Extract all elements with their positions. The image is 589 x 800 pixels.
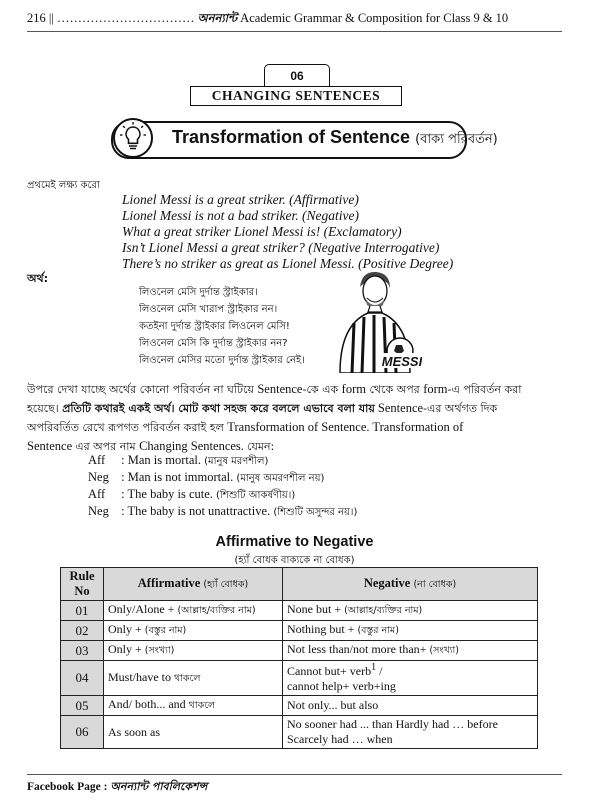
cell-text-bn: (আল্লাহ/ব্যক্তির নাম) xyxy=(344,605,423,616)
paragraph-fragment: -এর অর্থগত দিক xyxy=(423,402,498,415)
intro-label: প্রথমেই লক্ষ্য করো xyxy=(27,180,100,191)
jersey-label: MESSI xyxy=(381,354,422,369)
rule-number: 02 xyxy=(61,621,104,641)
paragraph-fragment: Sentence xyxy=(374,401,424,415)
rule-number: 03 xyxy=(61,641,104,661)
table-row xyxy=(61,621,538,641)
rule-number: 05 xyxy=(61,696,104,716)
example-sentence: Isn’t Lionel Messi a great striker? (Negative Interrogative) xyxy=(122,240,440,255)
paragraph-fragment: থেকে অপর xyxy=(365,383,424,396)
paragraph-fragment: এর অপর নাম xyxy=(75,440,140,453)
paragraph-fragment: -কে এক xyxy=(302,383,342,396)
sample-text: The baby is not unattractive. xyxy=(127,504,271,518)
example-sentence: What a great striker Lionel Messi is! (Exclamatory) xyxy=(122,224,402,239)
cell-text-bn: (বস্তুর নাম) xyxy=(144,625,187,636)
rule-number: 01 xyxy=(61,601,104,621)
paragraph-emphasis: প্রতিটি কথারই একই অর্থ। মোট কথা সহজ করে বললে এভাবে বলা যায় xyxy=(62,402,375,415)
footballer-illustration xyxy=(326,265,422,373)
cell-text-bn: (বস্তুর নাম) xyxy=(357,625,399,636)
cell-line: Scarcely had … when xyxy=(287,732,393,746)
affirmative-cell: As soon as xyxy=(104,716,283,749)
publisher-brand: অনন্যান্ট xyxy=(197,11,238,25)
cell-text: Only/Alone + xyxy=(108,602,178,616)
example-sentence: There’s no striker as great as Lionel Messi. (Positive Degree) xyxy=(122,256,454,271)
sample-text: Man is not immortal. xyxy=(127,470,234,484)
affirmative-cell xyxy=(104,621,283,641)
sample-separator: : xyxy=(121,487,125,501)
negative-cell xyxy=(283,621,538,641)
table-header-row xyxy=(61,568,538,601)
table-row xyxy=(61,661,538,696)
table-row xyxy=(61,696,538,716)
footer-brand: অনন্যান্ট পাবলিকেশন্স xyxy=(110,780,208,793)
sample-label: Neg xyxy=(88,470,109,484)
header-dots: …………………………… xyxy=(57,11,195,25)
section-title: Affirmative to Negative xyxy=(215,534,374,550)
sample-translation: (শিশুটি আকর্ষণীয়।) xyxy=(216,490,296,501)
paragraph-fragment: Sentence xyxy=(257,382,303,396)
cell-line: No sooner had ... than Hardly had … before xyxy=(287,717,498,731)
header-text: Negative xyxy=(363,575,411,590)
table-row xyxy=(61,641,538,661)
footer-rule xyxy=(27,774,562,775)
affirmative-cell xyxy=(104,601,283,621)
paragraph-fragment: -এ পরিবর্তন করা xyxy=(447,383,522,396)
topic-title-en: Transformation of Sentence xyxy=(172,127,411,147)
affirmative-cell xyxy=(104,641,283,661)
paragraph-line xyxy=(27,399,562,418)
sample-label: Neg xyxy=(88,504,109,518)
sample-label: Aff xyxy=(88,487,106,501)
cell-text: Nothing but + xyxy=(287,622,358,636)
meaning-line: লিওনেল মেসি খারাপ স্ট্রাইকার নন। xyxy=(139,304,278,315)
topic-title xyxy=(172,127,498,151)
sample-translation: (মানুষ অমরণশীল নয়) xyxy=(236,473,325,484)
cell-text-bn: (সংখ্যা) xyxy=(429,645,459,656)
cell-text-bn: (আল্লাহ/ব্যক্তির নাম) xyxy=(177,605,256,616)
running-header xyxy=(27,10,508,29)
sample-separator: : xyxy=(121,470,125,484)
meaning-line: লিওনেল মেসি কি দুর্দান্ত স্ট্রাইকার নন? xyxy=(139,338,288,349)
paragraph-line xyxy=(27,380,562,399)
cell-text-bn: থাকলে xyxy=(174,672,201,684)
sample-separator: : xyxy=(121,453,125,467)
negative-cell xyxy=(283,641,538,661)
chapter-number: 06 xyxy=(264,64,330,87)
paragraph-fragment: হয়েছে। xyxy=(27,402,63,415)
negative-cell xyxy=(283,661,538,696)
cell-text: / xyxy=(376,664,383,678)
section-subtitle: (হ্যাঁ বোধক বাক্যকে না বোধক) xyxy=(234,555,355,566)
sample-row xyxy=(88,453,268,471)
header-separator: || xyxy=(48,11,54,25)
paragraph-fragment: অপরিবর্তিত রেখে রূপগত পরিবর্তন করাই হল xyxy=(27,421,228,434)
cell-text: Must/have to xyxy=(108,669,174,684)
sample-text: Man is mortal. xyxy=(127,453,201,467)
paragraph-fragment: form xyxy=(341,382,366,396)
column-header-negative xyxy=(283,568,538,601)
page-number: 216 xyxy=(27,11,46,25)
meaning-line: লিওনেল মেসির মতো দুর্দান্ত স্ট্রাইকার নেই। xyxy=(139,355,305,366)
paragraph-line xyxy=(27,418,562,437)
meaning-line: কতইনা দুর্দান্ত স্ট্রাইকার লিওনেল মেসি! xyxy=(139,321,290,332)
sample-label: Aff xyxy=(88,453,106,467)
header-rule xyxy=(27,31,562,32)
table-row xyxy=(61,716,538,749)
cell-text: Not less than/not more than+ xyxy=(287,642,430,656)
cell-text-bn: (সংখ্যা) xyxy=(144,645,175,656)
footer-label: Facebook Page : xyxy=(27,781,111,793)
column-header-affirmative xyxy=(104,568,283,601)
column-header-rule-no: Rule No xyxy=(61,568,104,601)
rule-number: 06 xyxy=(61,716,104,749)
sample-row xyxy=(88,470,324,488)
cell-text: And/ both... and xyxy=(108,697,189,711)
negative-cell xyxy=(283,601,538,621)
paragraph-fragment: Transformation of Sentence. Transformation of xyxy=(227,420,464,434)
cell-text: None but + xyxy=(287,602,345,616)
superscript: 1 xyxy=(371,662,377,673)
cell-line xyxy=(287,662,533,679)
footer xyxy=(27,778,207,797)
sample-text: The baby is cute. xyxy=(127,487,213,501)
cell-text: Cannot but+ verb xyxy=(287,664,372,678)
sample-translation: (মানুষ মরণশীল) xyxy=(204,456,269,467)
negative-cell: Not only... but also xyxy=(283,696,538,716)
example-sentence: Lionel Messi is not a bad striker. (Negative) xyxy=(122,208,359,223)
cell-text: Only + xyxy=(108,622,145,636)
rules-table xyxy=(60,567,538,749)
sample-translation: (শিশুটি অসুন্দর নয়।) xyxy=(273,507,358,518)
affirmative-cell xyxy=(104,696,283,716)
paragraph-fragment: Changing Sentences. xyxy=(139,439,248,453)
paragraph-fragment: Sentence xyxy=(27,439,76,453)
meaning-label: অর্থ: xyxy=(27,272,49,285)
header-text-bn: (হ্যাঁ বোধক) xyxy=(203,578,249,590)
rule-number: 04 xyxy=(61,661,104,696)
paragraph-fragment: যেমন: xyxy=(247,440,275,453)
affirmative-cell xyxy=(104,661,283,696)
cell-text: Only + xyxy=(108,642,145,656)
cell-line: cannot help+ verb+ing xyxy=(287,679,396,693)
negative-cell xyxy=(283,716,538,749)
book-title: Academic Grammar & Composition for Class 9 & 10 xyxy=(240,11,509,25)
meaning-line: লিওনেল মেসি দুর্দান্ত স্ট্রাইকার। xyxy=(139,287,258,298)
sample-row xyxy=(88,487,295,505)
chapter-title: CHANGING SENTENCES xyxy=(190,86,402,106)
lightbulb-icon xyxy=(112,116,154,160)
paragraph-fragment: form xyxy=(423,382,448,396)
sample-row xyxy=(88,504,357,522)
sample-separator: : xyxy=(121,504,125,518)
example-sentence: Lionel Messi is a great striker. (Affirmative) xyxy=(122,192,359,207)
topic-title-bn: (বাক্য পরিবর্তন) xyxy=(415,132,498,147)
table-row xyxy=(61,601,538,621)
header-text: Affirmative xyxy=(137,575,201,590)
paragraph-fragment: উপরে দেখা যাচ্ছে অর্থের কোনো পরিবর্তন না ঘটিয়ে xyxy=(27,383,258,396)
explanation-paragraph xyxy=(27,380,562,456)
cell-text-bn: থাকলে xyxy=(188,700,216,711)
header-text-bn: (না বোধক) xyxy=(413,578,457,590)
